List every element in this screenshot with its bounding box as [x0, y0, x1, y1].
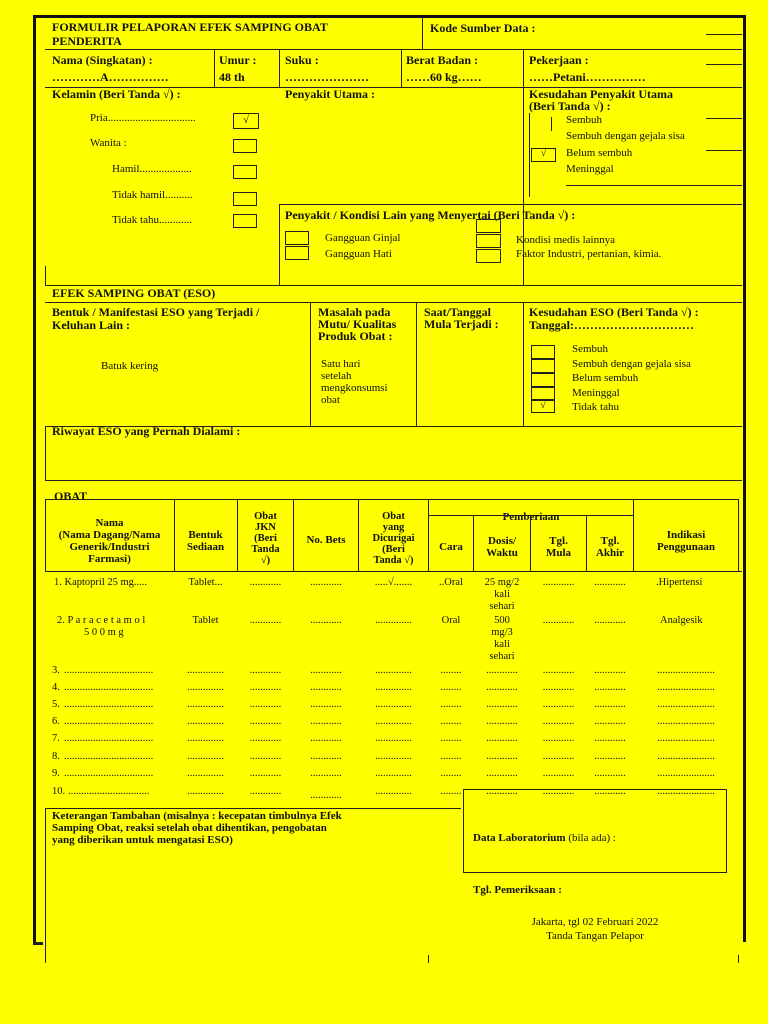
empty-cell-jkn[interactable]: ............	[249, 733, 282, 744]
empty-cell-jkn[interactable]: ............	[249, 768, 282, 779]
obat-dicurigai[interactable]: .....√.......	[374, 577, 413, 588]
empty-cell-mula[interactable]: ............	[542, 733, 575, 744]
kondisi-option: Gangguan Hati	[325, 248, 392, 260]
empty-cell-bets[interactable]: ............	[310, 699, 342, 710]
kesudahan-eso-label: Kesudahan ESO (Beri Tanda √) : Tanggal:…………………………	[529, 305, 699, 332]
empty-cell-indikasi[interactable]: ......................	[657, 665, 715, 676]
kesudahan-penyakit-checkbox[interactable]: √	[531, 148, 556, 162]
tanggal-mula-label: Saat/Tanggal Mula Terjadi :	[424, 305, 499, 331]
gender-pria-checkbox[interactable]: √	[233, 113, 259, 129]
empty-cell-jkn[interactable]: ............	[249, 682, 282, 693]
empty-cell-dosis[interactable]: ............	[486, 699, 518, 710]
hati-checkbox[interactable]	[285, 246, 309, 260]
signature-block: Jakarta, tgl 02 Februari 2022 Tanda Tangan Pelapor	[531, 916, 659, 942]
empty-cell-bentuk[interactable]: ..............	[187, 716, 224, 727]
frame-top	[33, 15, 745, 18]
empty-cell-dicurigai[interactable]: ..............	[375, 699, 412, 710]
empty-row-dots: ..................................	[64, 699, 154, 710]
header-indikasi: Indikasi Penggunaan	[656, 529, 716, 553]
empty-row-dots: ...............................	[68, 786, 150, 797]
empty-cell-jkn[interactable]: ............	[249, 751, 282, 762]
empty-cell-mula[interactable]: ............	[542, 751, 575, 762]
empty-cell-bentuk[interactable]: ..............	[187, 665, 224, 676]
obat-indikasi[interactable]: .Hipertensi	[656, 577, 703, 588]
empty-cell-dicurigai[interactable]: ..............	[375, 733, 412, 744]
empty-row-dots: ..................................	[64, 751, 154, 762]
kondisi-lain-label: Penyakit / Kondisi Lain yang Menyertai (Beri Tanda √) :	[285, 208, 576, 222]
empty-cell-dosis[interactable]: ............	[486, 665, 518, 676]
obat-cara[interactable]: ..Oral	[439, 577, 463, 588]
empty-cell-bets[interactable]: ............	[310, 751, 342, 762]
eso-kesudahan-option: Sembuh	[572, 343, 609, 355]
empty-cell-akhir[interactable]: ............	[594, 682, 626, 693]
medis-checkbox-2[interactable]	[476, 234, 501, 248]
suku-label: Suku :	[285, 53, 319, 67]
empty-cell-dicurigai[interactable]: ..............	[375, 716, 412, 727]
obat-indikasi[interactable]: Analgesik	[660, 615, 703, 626]
header-bentuk: Bentuk Sediaan	[186, 529, 225, 553]
obat-dosis[interactable]: 25 mg/2 kali sehari	[484, 577, 520, 612]
kesudahan-penyakit-label: Kesudahan Penyakit Utama (Beri Tanda √) :	[529, 87, 674, 113]
obat-jkn[interactable]: ............	[249, 577, 282, 588]
empty-cell-bentuk[interactable]: ..............	[187, 751, 224, 762]
header-nama: Nama (Nama Dagang/Nama Generik/Industri Farmasi)	[58, 517, 161, 565]
eso-kesudahan-option: Sembuh dengan gejala sisa	[572, 358, 691, 370]
obat-mula[interactable]: ............	[542, 615, 575, 626]
empty-cell-jkn[interactable]: ............	[249, 786, 282, 797]
eso-sembuh-checkbox[interactable]	[531, 345, 555, 359]
empty-cell-cara[interactable]: ........	[440, 733, 462, 744]
kesudahan-penyakit-option: Sembuh dengan gejala sisa	[566, 130, 685, 142]
empty-cell-bentuk[interactable]: ..............	[187, 682, 224, 693]
frame-left	[33, 15, 36, 942]
empty-cell-akhir[interactable]: ............	[594, 665, 626, 676]
empty-cell-cara[interactable]: ........	[440, 786, 462, 797]
empty-cell-bentuk[interactable]: ..............	[187, 699, 224, 710]
obat-section-title: OBAT	[54, 489, 88, 503]
obat-cara[interactable]: Oral	[441, 615, 461, 626]
header-pemberiaan: Pemberiaan	[502, 511, 560, 523]
umur-value[interactable]: 48 th	[219, 70, 245, 84]
empty-cell-jkn[interactable]: ............	[249, 699, 282, 710]
empty-cell-mula[interactable]: ............	[542, 768, 575, 779]
masalah-label: Masalah pada Mutu/ Kualitas Produk Obat :	[318, 305, 397, 343]
header-cara: Cara	[439, 541, 463, 553]
empty-row-dots: ..................................	[64, 733, 154, 744]
empty-cell-cara[interactable]: ........	[440, 716, 462, 727]
form-title: FORMULIR PELAPORAN EFEK SAMPING OBAT PENDERITA	[52, 20, 328, 48]
empty-cell-akhir[interactable]: ............	[594, 716, 626, 727]
obat-jkn[interactable]: ............	[249, 615, 282, 626]
empty-cell-mula[interactable]: ............	[542, 682, 575, 693]
header-mula: Tgl. Mula	[545, 535, 572, 559]
ginjal-checkbox[interactable]	[285, 231, 309, 245]
nama-value[interactable]: …………A……………	[52, 70, 169, 84]
empty-cell-jkn[interactable]: ............	[249, 665, 282, 676]
empty-cell-dicurigai[interactable]: ..............	[375, 682, 412, 693]
empty-cell-mula[interactable]: ............	[542, 716, 575, 727]
obat-dicurigai[interactable]: ..............	[375, 615, 412, 626]
industri-checkbox[interactable]	[476, 249, 501, 263]
empty-cell-dosis[interactable]: ............	[486, 751, 518, 762]
empty-row-name[interactable]: 7.	[52, 733, 60, 744]
empty-cell-indikasi[interactable]: ......................	[657, 768, 715, 779]
kelamin-label: Kelamin (Beri Tanda √) :	[52, 87, 181, 101]
keterangan-label: Keterangan Tambahan (misalnya : kecepatan timbulnya Efek Samping Obat, reaksi setelah obat dihentikan, pengobatan yang diberikan untuk mengatasi ESO)	[52, 810, 342, 846]
berat-value[interactable]: ……60 kg……	[406, 70, 482, 84]
empty-cell-cara[interactable]: ........	[440, 682, 462, 693]
empty-cell-dosis[interactable]: ............	[486, 733, 518, 744]
gender-option-label: Hamil...................	[112, 163, 192, 175]
empty-row-name[interactable]: 10.	[52, 786, 66, 797]
obat-mula[interactable]: ............	[542, 577, 575, 588]
lab-box[interactable]	[463, 789, 727, 873]
eso-kesudahan-option: Tidak tahu	[572, 401, 619, 413]
obat-akhir[interactable]: ............	[594, 577, 626, 588]
kesudahan-penyakit-option: Meninggal	[566, 163, 614, 175]
empty-cell-dicurigai[interactable]: ..............	[375, 768, 412, 779]
empty-row-name[interactable]: 3.	[52, 665, 60, 676]
empty-row-name[interactable]: 9.	[52, 768, 60, 779]
gender-option-label: Tidak hamil..........	[112, 189, 193, 201]
empty-row-name[interactable]: 4.	[52, 682, 60, 693]
empty-cell-mula[interactable]: ............	[542, 699, 575, 710]
empty-cell-dicurigai[interactable]: ..............	[375, 751, 412, 762]
empty-row-name[interactable]: 5.	[52, 699, 60, 710]
empty-cell-cara[interactable]: ........	[440, 665, 462, 676]
obat-nama[interactable]: 2. P a r a c e t a m o l 5 0 0 m g	[57, 615, 146, 638]
obat-dosis[interactable]: 500 mg/3 kali sehari	[489, 615, 515, 662]
empty-cell-bentuk[interactable]: ..............	[187, 786, 224, 797]
kesudahan-penyakit-option: Belum sembuh	[566, 147, 633, 159]
gender-hamil-checkbox[interactable]	[233, 165, 257, 179]
empty-cell-indikasi[interactable]: ......................	[657, 733, 715, 744]
empty-row-name[interactable]: 6.	[52, 716, 60, 727]
header-dicurigai: Obat yang Dicurigai (Beri Tanda √)	[372, 511, 415, 566]
empty-cell-dosis[interactable]: ............	[486, 682, 518, 693]
empty-row-dots: ..................................	[64, 768, 154, 779]
empty-cell-akhir[interactable]: ............	[594, 786, 626, 797]
empty-cell-bets[interactable]: ............	[310, 768, 342, 779]
empty-cell-indikasi[interactable]: ......................	[657, 699, 715, 710]
empty-cell-akhir[interactable]: ............	[594, 768, 626, 779]
pekerjaan-label: Pekerjaan :	[529, 53, 589, 67]
suku-value[interactable]: …………………	[285, 70, 369, 84]
medis-lain-checkbox[interactable]	[476, 219, 501, 233]
empty-cell-indikasi[interactable]: ......................	[657, 682, 715, 693]
empty-cell-akhir[interactable]: ............	[594, 751, 626, 762]
empty-cell-dosis[interactable]: ............	[486, 716, 518, 727]
manifestasi-value[interactable]: Batuk kering	[101, 360, 159, 372]
empty-row-name[interactable]: 8.	[52, 751, 60, 762]
obat-bets[interactable]: ............	[310, 577, 342, 588]
eso-belum-checkbox[interactable]	[531, 373, 555, 387]
empty-cell-bets[interactable]: ............	[310, 665, 342, 676]
header-akhir: Tgl. Akhir	[595, 535, 625, 559]
obat-bentuk[interactable]: Tablet...	[188, 577, 223, 588]
gender-wanita-checkbox[interactable]	[233, 139, 257, 153]
empty-cell-dicurigai[interactable]: ..............	[375, 786, 412, 797]
frame-right	[743, 15, 746, 942]
obat-nama[interactable]: 1. Kaptopril 25 mg.....	[54, 577, 148, 588]
empty-cell-akhir[interactable]: ............	[594, 733, 626, 744]
empty-cell-indikasi[interactable]: ......................	[657, 786, 715, 797]
empty-cell-cara[interactable]: ........	[440, 699, 462, 710]
empty-row-dots: ..................................	[64, 665, 154, 676]
masalah-value[interactable]: Satu hari setelah mengkonsumsi obat	[321, 358, 388, 406]
empty-cell-dosis[interactable]: ............	[486, 768, 518, 779]
umur-label: Umur :	[219, 53, 257, 67]
empty-cell-bets[interactable]: ............	[310, 733, 342, 744]
gender-option-label: Wanita :	[90, 137, 127, 149]
eso-meninggal-checkbox[interactable]	[531, 387, 555, 400]
obat-bentuk[interactable]: Tablet	[192, 615, 219, 626]
empty-cell-mula[interactable]: ............	[542, 786, 575, 797]
gender-option-label: Tidak tahu............	[112, 214, 192, 226]
empty-cell-cara[interactable]: ........	[440, 768, 462, 779]
empty-cell-bentuk[interactable]: ..............	[187, 733, 224, 744]
eso-tidak-tahu-checkbox[interactable]: √	[531, 400, 555, 413]
kondisi-option: Faktor Industri, pertanian, kimia.	[516, 248, 662, 260]
kesudahan-penyakit-option: Sembuh	[566, 114, 603, 126]
empty-cell-cara[interactable]: ........	[440, 751, 462, 762]
empty-cell-dosis[interactable]: ............	[486, 786, 518, 797]
gender-tidak-hamil-checkbox[interactable]	[233, 192, 257, 206]
empty-cell-bets[interactable]: ............	[310, 682, 342, 693]
frame-bottom	[33, 942, 43, 945]
header-jkn: Obat JKN (Beri Tanda √)	[251, 511, 280, 566]
lab-label: Data Laboratorium (bila ada) :	[473, 832, 616, 844]
obat-akhir[interactable]: ............	[594, 615, 626, 626]
eso-kesudahan-option: Belum sembuh	[572, 372, 639, 384]
empty-cell-akhir[interactable]: ............	[594, 699, 626, 710]
gender-option-label: Pria................................	[90, 112, 196, 124]
kondisi-option: Gangguan Ginjal	[325, 232, 401, 244]
manifestasi-label: Bentuk / Manifestasi ESO yang Terjadi / Keluhan Lain :	[52, 305, 260, 332]
empty-cell-bets[interactable]: ............	[310, 790, 342, 801]
empty-cell-bets[interactable]: ............	[310, 716, 342, 727]
eso-kesudahan-option: Meninggal	[572, 387, 620, 399]
header-dosis: Dosis/ Waktu	[486, 535, 518, 559]
pekerjaan-value[interactable]: ……Petani……………	[529, 70, 646, 84]
pemeriksaan-label: Tgl. Pemeriksaan :	[473, 884, 562, 896]
empty-cell-bentuk[interactable]: ..............	[187, 768, 224, 779]
penyakit-utama-label: Penyakit Utama :	[285, 87, 375, 101]
eso-sisa-checkbox[interactable]	[531, 359, 555, 373]
eso-section-title: EFEK SAMPING OBAT (ESO)	[52, 286, 216, 300]
empty-cell-dicurigai[interactable]: ..............	[375, 665, 412, 676]
empty-cell-mula[interactable]: ............	[542, 665, 575, 676]
gender-tidak-tahu-checkbox[interactable]	[233, 214, 257, 228]
empty-cell-jkn[interactable]: ............	[249, 716, 282, 727]
kondisi-option: Kondisi medis lainnya	[516, 234, 615, 246]
empty-cell-indikasi[interactable]: ......................	[657, 716, 715, 727]
empty-row-dots: ..................................	[64, 716, 154, 727]
riwayat-eso-label: Riwayat ESO yang Pernah Dialami :	[52, 424, 241, 438]
obat-bets[interactable]: ............	[310, 615, 342, 626]
nama-label: Nama (Singkatan) :	[52, 53, 153, 67]
empty-row-dots: ..................................	[64, 682, 154, 693]
header-bets: No. Bets	[306, 534, 346, 546]
kode-sumber-label: Kode Sumber Data :	[430, 21, 536, 35]
empty-cell-indikasi[interactable]: ......................	[657, 751, 715, 762]
berat-label: Berat Badan :	[406, 53, 478, 67]
